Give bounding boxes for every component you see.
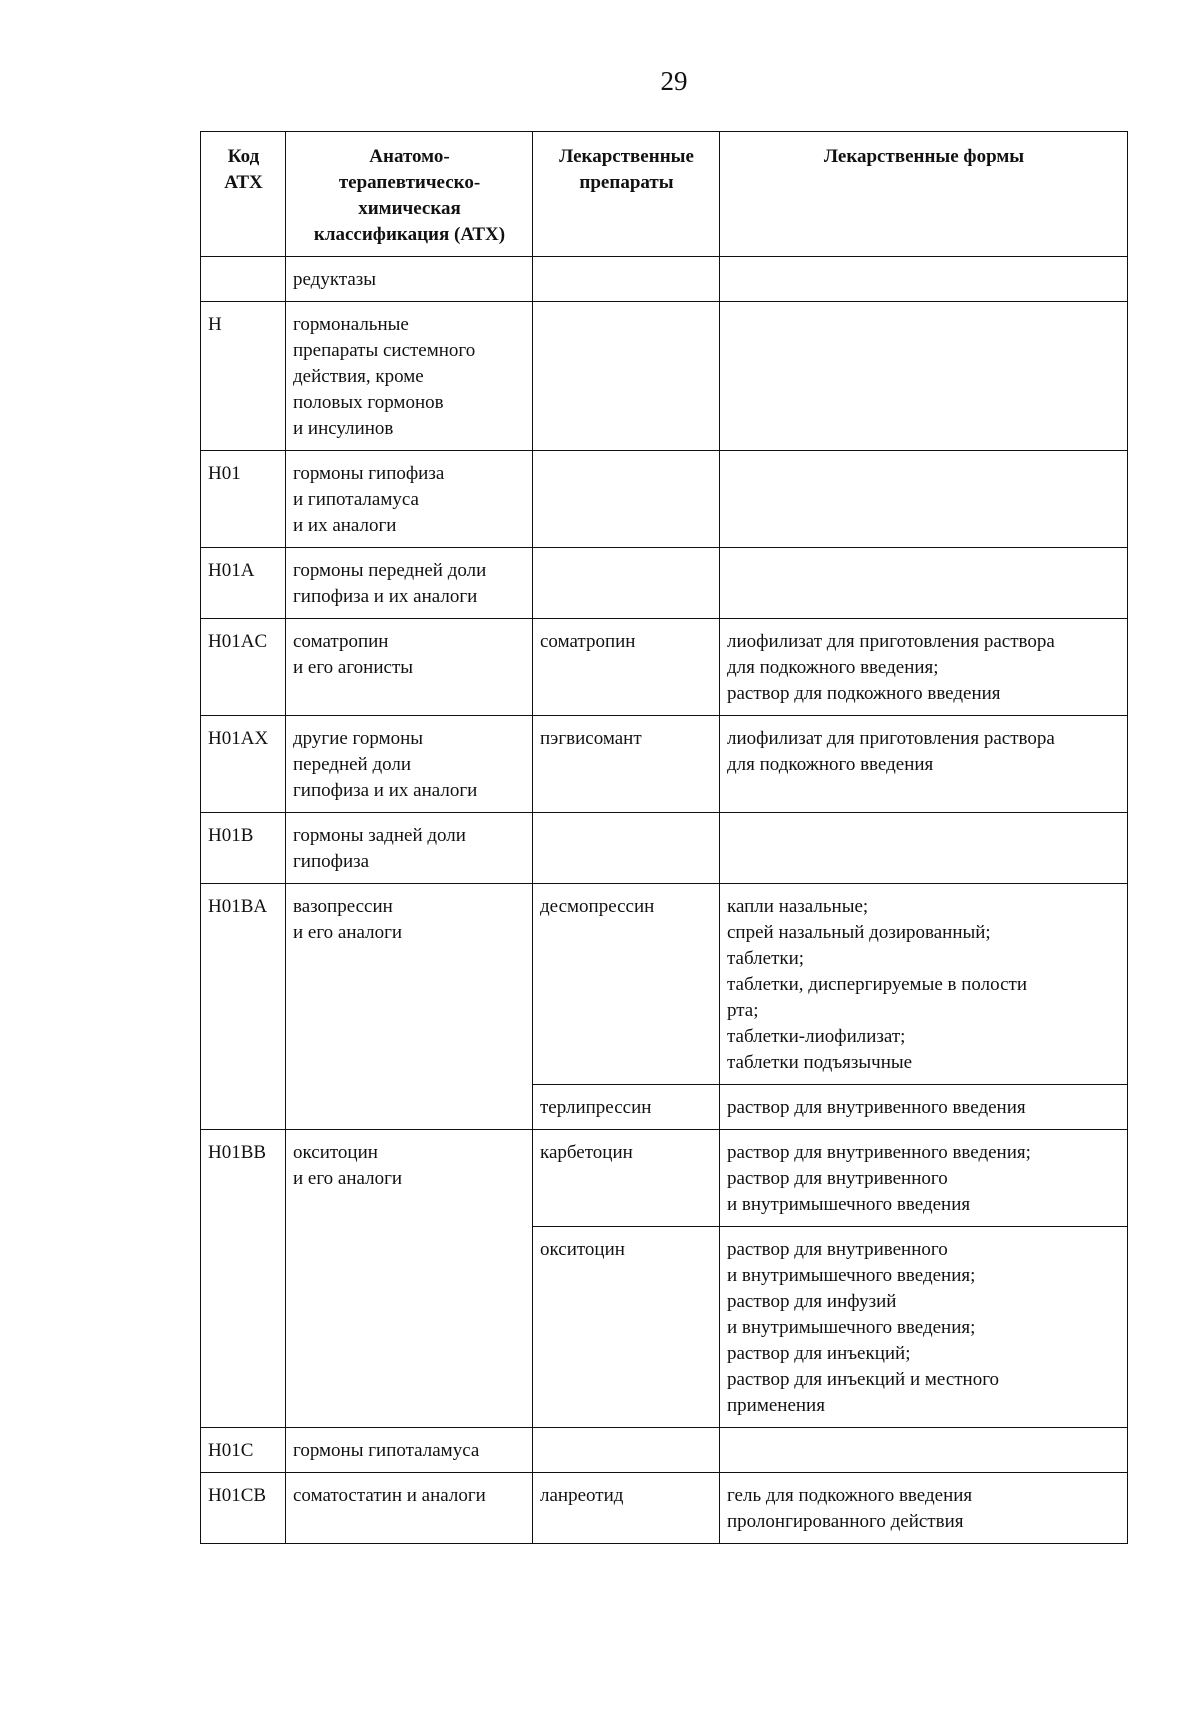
- table-row: [201, 619, 1128, 716]
- cell-drug: окситоцин: [533, 1227, 720, 1428]
- cell-drug: [533, 548, 720, 619]
- cell-forms: [720, 451, 1128, 548]
- cell-classification: соматропин и его агонисты: [286, 619, 533, 716]
- cell-drug: ланреотид: [533, 1473, 720, 1544]
- cell-forms: раствор для внутривенного введения; раствор для внутривенного и внутримышечного введения: [720, 1130, 1128, 1227]
- cell-atx-code: H01AC: [201, 619, 286, 716]
- table-row: [201, 884, 1128, 1085]
- header-code: Код АТХ: [201, 132, 286, 257]
- cell-atx-code: H01C: [201, 1428, 286, 1473]
- cell-classification: соматостатин и аналоги: [286, 1473, 533, 1544]
- cell-atx-code: H01A: [201, 548, 286, 619]
- cell-atx-code: H01BB: [201, 1130, 286, 1428]
- cell-forms: раствор для внутривенного введения: [720, 1085, 1128, 1130]
- cell-atx-code: H01B: [201, 813, 286, 884]
- table-row: [201, 1473, 1128, 1544]
- cell-classification: окситоцин и его аналоги: [286, 1130, 533, 1428]
- cell-classification: гормоны гипоталамуса: [286, 1428, 533, 1473]
- page-number: 29: [660, 66, 688, 96]
- cell-forms: лиофилизат для приготовления раствора для подкожного введения; раствор для подкожного введения: [720, 619, 1128, 716]
- cell-classification: редуктазы: [286, 257, 533, 302]
- cell-atx-code: H01AX: [201, 716, 286, 813]
- cell-classification: гормоны передней доли гипофиза и их аналоги: [286, 548, 533, 619]
- cell-atx-code: H01BA: [201, 884, 286, 1130]
- header-drugs: Лекарственные препараты: [533, 132, 720, 257]
- cell-drug: [533, 302, 720, 451]
- cell-drug: карбетоцин: [533, 1130, 720, 1227]
- table-row: [201, 716, 1128, 813]
- cell-drug: [533, 813, 720, 884]
- cell-classification: вазопрессин и его аналоги: [286, 884, 533, 1130]
- header-forms: Лекарственные формы: [720, 132, 1128, 257]
- header-classification: Анатомо- терапевтическо- химическая классификация (АТХ): [286, 132, 533, 257]
- cell-forms: [720, 548, 1128, 619]
- table-body: [201, 257, 1128, 1544]
- table-row: [201, 813, 1128, 884]
- table-row: [201, 257, 1128, 302]
- cell-atx-code: H01CB: [201, 1473, 286, 1544]
- cell-atx-code: [201, 257, 286, 302]
- cell-forms: раствор для внутривенного и внутримышечного введения; раствор для инфузий и внутримышечного введения; раствор для инъекций; раствор для инъекций и местного применения: [720, 1227, 1128, 1428]
- table-row: [201, 451, 1128, 548]
- cell-drug: пэгвисомант: [533, 716, 720, 813]
- cell-classification: гормоны гипофиза и гипоталамуса и их аналоги: [286, 451, 533, 548]
- cell-forms: гель для подкожного введения пролонгированного действия: [720, 1473, 1128, 1544]
- cell-classification: гормоны задней доли гипофиза: [286, 813, 533, 884]
- cell-forms: [720, 302, 1128, 451]
- cell-forms: [720, 813, 1128, 884]
- table-row: [201, 1428, 1128, 1473]
- table-header-row: [201, 132, 1128, 257]
- cell-drug: десмопрессин: [533, 884, 720, 1085]
- cell-atx-code: H: [201, 302, 286, 451]
- cell-drug: [533, 257, 720, 302]
- cell-forms: лиофилизат для приготовления раствора для подкожного введения: [720, 716, 1128, 813]
- atx-table: [200, 131, 1128, 1544]
- cell-forms: [720, 1428, 1128, 1473]
- cell-atx-code: H01: [201, 451, 286, 548]
- cell-classification: другие гормоны передней доли гипофиза и их аналоги: [286, 716, 533, 813]
- cell-drug: терлипрессин: [533, 1085, 720, 1130]
- cell-drug: соматропин: [533, 619, 720, 716]
- table-row: [201, 548, 1128, 619]
- table-row: [201, 302, 1128, 451]
- cell-forms: капли назальные; спрей назальный дозированный; таблетки; таблетки, диспергируемые в полости рта; таблетки-лиофилизат; таблетки подъязычные: [720, 884, 1128, 1085]
- table-row: [201, 1130, 1128, 1227]
- cell-classification: гормональные препараты системного действия, кроме половых гормонов и инсулинов: [286, 302, 533, 451]
- cell-drug: [533, 1428, 720, 1473]
- cell-forms: [720, 257, 1128, 302]
- cell-drug: [533, 451, 720, 548]
